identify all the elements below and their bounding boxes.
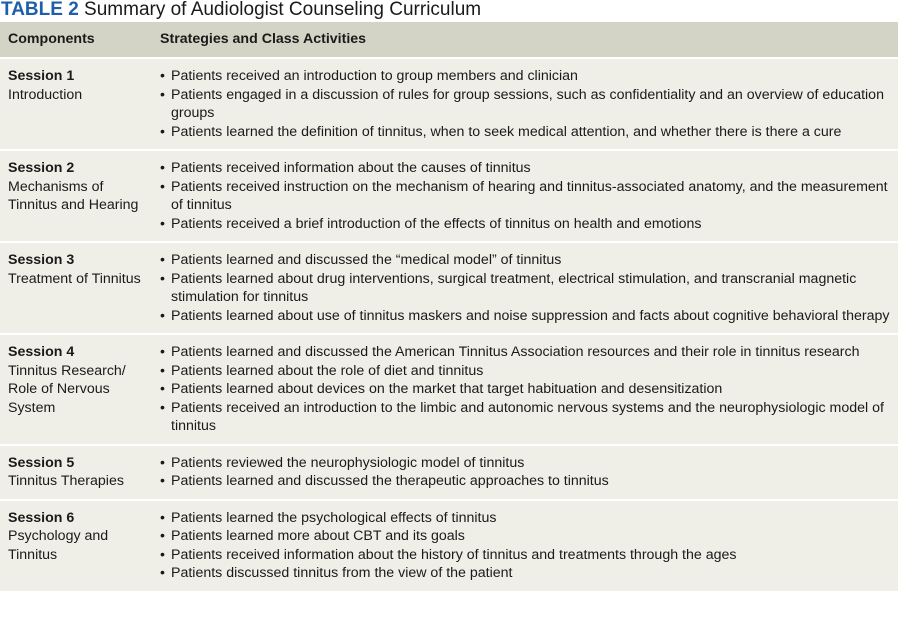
- components-cell: [0, 334, 152, 445]
- activities-list: [160, 251, 890, 325]
- activities-list: [160, 67, 890, 141]
- list-item: • Patients received instruction on the mechanism of hearing and tinnitus-associated anatomy, and the measurement of tinnitus: [160, 178, 890, 215]
- activities-cell: [152, 58, 898, 150]
- list-item: • Patients learned more about CBT and its goals: [160, 527, 890, 546]
- list-item: • Patients learned about drug interventions, surgical treatment, electrical stimulation, and transcranial magnetic stimulation for tinnitus: [160, 270, 890, 307]
- list-item: • Patients discussed tinnitus from the view of the patient: [160, 564, 890, 583]
- list-item: • Patients learned about devices on the market that target habituation and desensitization: [160, 380, 890, 399]
- components-cell: [0, 445, 152, 500]
- list-item: • Patients received an introduction to the limbic and autonomic nervous systems and the neurophysiologic model of tinnitus: [160, 399, 890, 436]
- components-cell: [0, 150, 152, 242]
- session-number: Session 4: [8, 344, 75, 360]
- table-row: [0, 150, 898, 242]
- list-item: • Patients learned and discussed the American Tinnitus Association resources and their role in tinnitus research: [160, 343, 890, 362]
- session-name: Tinnitus Research/ Role of Nervous System: [8, 362, 126, 416]
- activities-list: [160, 343, 890, 436]
- components-cell: [0, 500, 152, 592]
- column-header-strategies: Strategies and Class Activities: [152, 22, 898, 58]
- list-item: • Patients received information about the history of tinnitus and treatments through the ages: [160, 546, 890, 565]
- list-item: • Patients reviewed the neurophysiologic model of tinnitus: [160, 454, 890, 473]
- session-name: Treatment of Tinnitus: [8, 270, 141, 287]
- activities-cell: [152, 500, 898, 592]
- table-caption: Summary of Audiologist Counseling Curriculum: [84, 0, 482, 20]
- session-number: Session 3: [8, 252, 75, 268]
- list-item: • Patients learned and discussed the therapeutic approaches to tinnitus: [160, 472, 890, 491]
- activities-list: [160, 159, 890, 233]
- table-row: [0, 242, 898, 334]
- session-number: Session 6: [8, 509, 75, 526]
- list-item: • Patients learned and discussed the “medical model” of tinnitus: [160, 251, 890, 270]
- list-item: • Patients learned about the role of diet and tinnitus: [160, 362, 890, 381]
- activities-cell: [152, 242, 898, 334]
- session-name: Introduction: [8, 86, 83, 103]
- activities-list: [160, 454, 890, 491]
- table-title: [0, 0, 900, 22]
- list-item: • Patients learned about use of tinnitus maskers and noise suppression and facts about cognitive behavioral therapy: [160, 307, 890, 326]
- list-item: • Patients received information about the causes of tinnitus: [160, 159, 890, 178]
- table-header-row: [0, 22, 898, 58]
- session-name: Mechanisms of Tinnitus and Hearing: [8, 178, 139, 213]
- session-name: Tinnitus Therapies: [8, 473, 124, 489]
- column-header-components: Components: [0, 22, 152, 58]
- activities-cell: [152, 150, 898, 242]
- activities-cell: [152, 334, 898, 445]
- table-body: [0, 58, 898, 592]
- list-item: • Patients learned the psychological effects of tinnitus: [160, 509, 890, 528]
- activities-cell: [152, 445, 898, 500]
- table-row: [0, 445, 898, 500]
- session-number: Session 2: [8, 160, 75, 176]
- session-number: Session 5: [8, 454, 75, 471]
- session-name: Psychology and Tinnitus: [8, 528, 109, 563]
- components-cell: [0, 58, 152, 150]
- table-row: [0, 500, 898, 592]
- list-item: • Patients received a brief introduction of the effects of tinnitus on health and emotions: [160, 215, 890, 234]
- list-item: • Patients learned the definition of tinnitus, when to seek medical attention, and whether there is there a cure: [160, 123, 890, 142]
- table-row: [0, 334, 898, 445]
- list-item: • Patients engaged in a discussion of rules for group sessions, such as confidentiality and an overview of education groups: [160, 86, 890, 123]
- list-item: • Patients received an introduction to group members and clinician: [160, 67, 890, 86]
- session-number: Session 1: [8, 68, 75, 84]
- table-row: [0, 58, 898, 150]
- activities-list: [160, 509, 890, 583]
- table-label: TABLE 2: [1, 0, 79, 20]
- components-cell: [0, 242, 152, 334]
- curriculum-table: [0, 22, 898, 593]
